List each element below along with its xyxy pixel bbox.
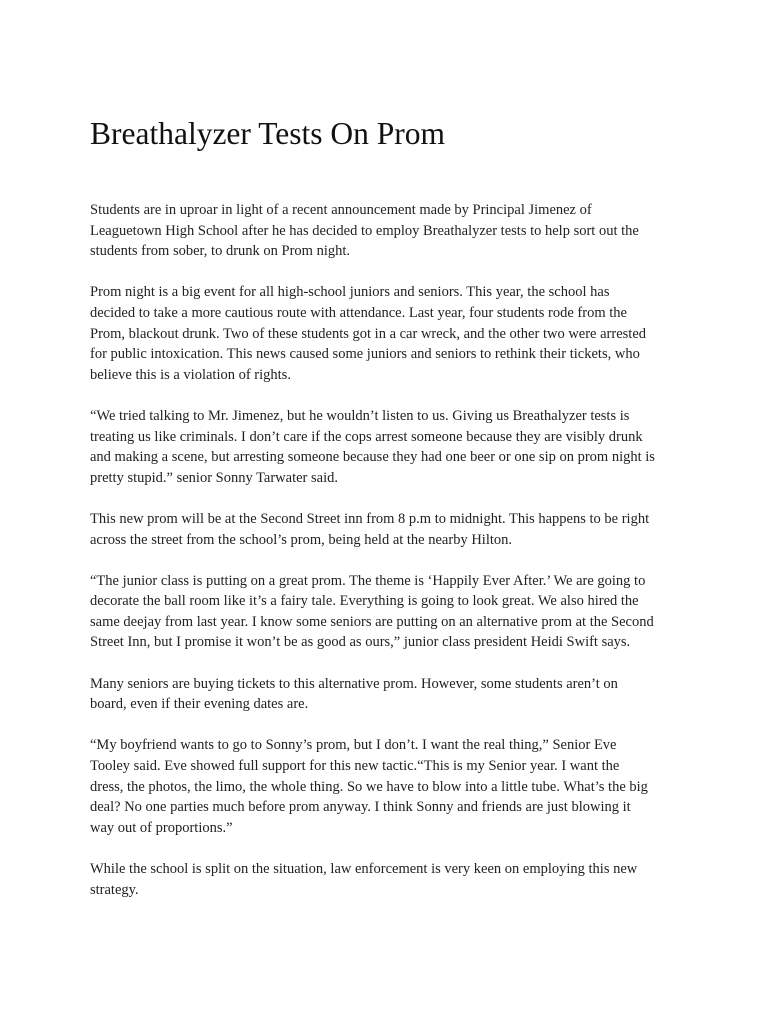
paragraph-line: students from sober, to drunk on Prom night. [90, 243, 351, 260]
paragraph-line: decorate the ball room like it’s a fairy tale. Everything is going to look great. We also hired the [90, 593, 639, 610]
paragraph [90, 509, 690, 550]
paragraph-line: believe this is a violation of rights. [90, 366, 291, 383]
paragraph-line: Leaguetown High School after he has decided to employ Breathalyzer tests to help sort out the [90, 222, 639, 239]
paragraph-line: Street Inn, but I promise it won’t be as good as ours,” junior class president Heidi Swift says. [90, 634, 631, 651]
paragraph-line: This new prom will be at the Second Street inn from 8 p.m to midnight. This happens to be right [90, 510, 650, 527]
paragraph-line: Prom night is a big event for all high-school juniors and seniors. This year, the school has [90, 284, 610, 301]
document-title: Breathalyzer Tests On Prom [90, 116, 446, 151]
paragraph-line: “We tried talking to Mr. Jimenez, but he wouldn’t listen to us. Giving us Breathalyzer tests is [90, 407, 630, 424]
paragraph-line: treating us like criminals. I don’t care if the cops arrest someone because they are visibly drunk [90, 428, 643, 445]
paragraph-line: Prom, blackout drunk. Two of these students got in a car wreck, and the other two were arrested [90, 325, 646, 342]
paragraph-line: “My boyfriend wants to go to Sonny’s prom, but I don’t. I want the real thing,” Senior Eve [90, 737, 617, 754]
paragraph-line: pretty stupid.” senior Sonny Tarwater said. [90, 469, 338, 486]
paragraph-line: Many seniors are buying tickets to this alternative prom. However, some students aren’t on [90, 675, 618, 692]
paragraph-line: across the street from the school’s prom, being held at the nearby Hilton. [90, 531, 513, 548]
paragraph-line: decided to take a more cautious route with attendance. Last year, four students rode from the [90, 304, 627, 321]
paragraph-line: dress, the photos, the limo, the whole thing. So we have to blow into a little tube. What’s the big [90, 778, 648, 795]
paragraph-line: same deejay from last year. I know some seniors are putting on an alternative prom at the Second [90, 613, 654, 630]
paragraph-line: “The junior class is putting on a great prom. The theme is ‘Happily Ever After.’ We are going to [90, 572, 646, 589]
paragraph-line: strategy. [90, 881, 139, 898]
paragraph [90, 282, 690, 385]
paragraph-line: Tooley said. Eve showed full support for this new tactic.“This is my Senior year. I want the [90, 758, 620, 775]
paragraph [90, 200, 690, 262]
document-body [90, 200, 690, 921]
paragraph-line: for public intoxication. This news caused some juniors and seniors to rethink their tickets, who [90, 346, 640, 363]
paragraph [90, 674, 690, 715]
paragraph-line: While the school is split on the situation, law enforcement is very keen on employing this new [90, 861, 638, 877]
paragraph [90, 406, 690, 488]
paragraph [90, 859, 690, 900]
paragraph-line: deal? No one parties much before prom anyway. I think Sonny and friends are just blowing it [90, 799, 631, 816]
paragraph [90, 571, 690, 653]
paragraph-line: Students are in uproar in light of a recent announcement made by Principal Jimenez of [90, 202, 592, 218]
paragraph-line: board, even if their evening dates are. [90, 696, 309, 713]
paragraph [90, 735, 690, 838]
paragraph-line: way out of proportions.” [90, 819, 233, 836]
paragraph-line: and making a scene, but arresting someone because they had one beer or one sip on prom night is [90, 449, 655, 466]
